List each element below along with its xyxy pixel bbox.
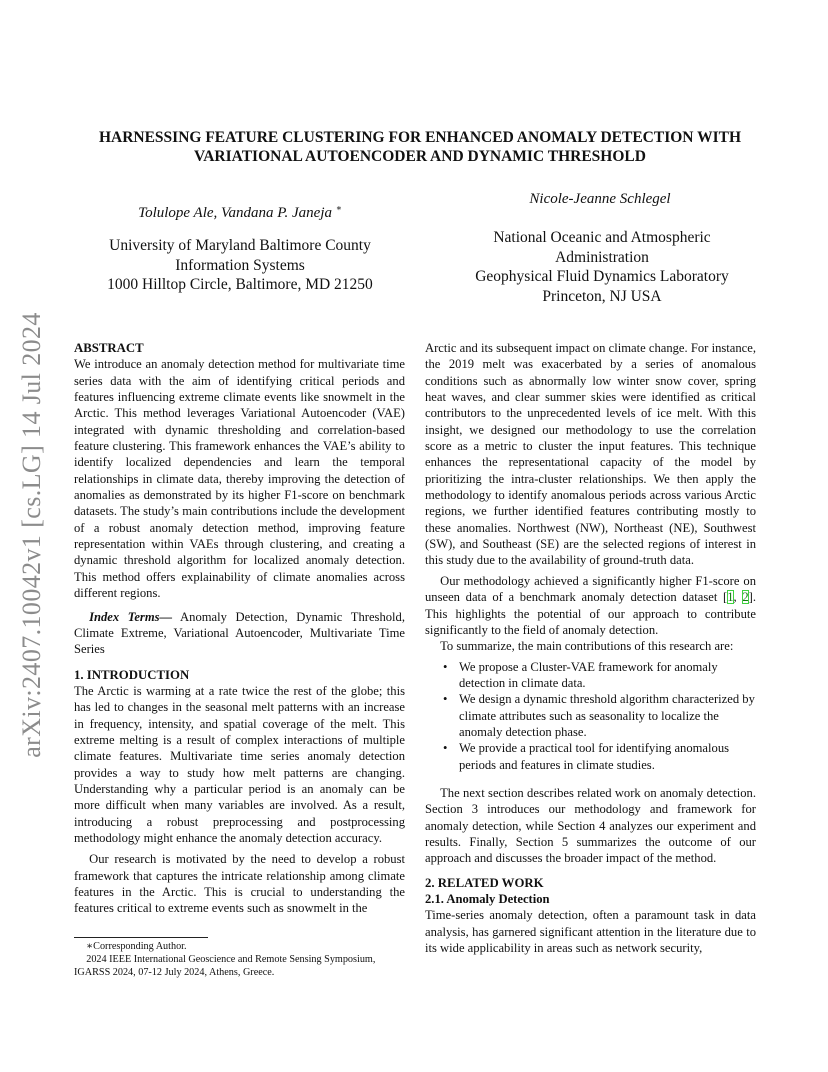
list-item: • We provide a practical tool for identifying anomalous periods and features in climate studies. — [443, 741, 730, 772]
intro-paragraph-2: Our research is motivated by the need to develop a robust framework that captures the intricate relationship among climate features in the Arctic. This is crucial to understanding the features critical to extreme events such as snowmelt in the — [74, 852, 405, 916]
right-paragraph-5: Time-series anomaly detection, often a paramount task in data analysis, has garnered significant attention in the literature due to its wide applicability in areas such as network security, — [425, 908, 756, 956]
footnote-rule — [74, 937, 208, 938]
authors-left: Tolulope Ale, Vandana P. Janeja ∗ — [138, 203, 342, 221]
footnote — [74, 940, 405, 979]
list-item: • We design a dynamic threshold algorithm characterized by climate attributes such as seasonality to localize the anomaly detection phase. — [443, 692, 755, 739]
abstract-heading: ABSTRACT — [74, 341, 144, 355]
arxiv-identifier: arXiv:2407.10042v1 [cs.LG] 14 Jul 2024 — [17, 312, 47, 758]
right-column — [425, 340, 756, 956]
citation-link-2[interactable]: 2 — [742, 590, 749, 605]
contributions-list — [425, 659, 756, 773]
paper-title — [60, 128, 780, 166]
footnote-line-2: 2024 IEEE International Geoscience and Remote Sensing Symposium, IGARSS 2024, 07-12 July 2024, Athens, Greece. — [74, 954, 376, 978]
right-paragraph-4: The next section describes related work on anomaly detection. Section 3 introduces our methodology and framework for anomaly detection, while Section 4 analyzes our experiment and results. Finally, Section 5 summarizes the outcome of our approach and discusses the broader impact of the method. — [425, 785, 756, 866]
title-line-1: HARNESSING FEATURE CLUSTERING FOR ENHANCED ANOMALY DETECTION WITH — [98, 129, 742, 146]
bullet-icon: • — [443, 692, 448, 707]
bullet-icon: • — [443, 659, 448, 674]
index-terms-label: Index Terms— — [89, 609, 173, 624]
index-terms — [74, 609, 405, 658]
list-item: • We propose a Cluster-VAE framework for anomaly detection in climate data. — [443, 659, 718, 690]
intro-paragraph-1: The Arctic is warming at a rate twice the rest of the globe; this has led to changes in the seasonal melt patterns with an increase in frequency, intensity, and spatial coverage of the melt. This extreme melting is a result of complex interactions of multiple climate features. Multivariate time series anomaly detection provides a way to study how melt patterns are changing. Understanding why a particular period is an anomaly can be more difficult when many variables are involved. As a result, introducing a robust preprocessing and postprocessing methodology might enhance the anomaly detection accuracy. — [74, 683, 405, 845]
intro-heading: 1. INTRODUCTION — [74, 667, 190, 682]
bullet-icon: • — [443, 741, 448, 756]
index-terms-text: Anomaly Detection, Dynamic Threshold, Climate Extreme, Variational Autoencoder, Multivariate Time Series — [74, 609, 405, 657]
citation-link-1[interactable]: 1 — [727, 590, 734, 605]
affiliation-right: National Oceanic and Atmospheric Administration Geophysical Fluid Dynamics Laboratory Princeton, NJ USA — [475, 229, 729, 305]
related-work-heading: 2. RELATED WORK — [425, 875, 544, 890]
affiliation-left: University of Maryland Baltimore County Information Systems 1000 Hilltop Circle, Baltimore, MD 21250 — [107, 237, 373, 293]
left-column — [74, 340, 405, 917]
corresponding-author-mark: ∗ — [335, 203, 342, 213]
authors-right: Nicole-Jeanne Schlegel — [529, 191, 671, 207]
title-line-2: VARIATIONAL AUTOENCODER AND DYNAMIC THRESHOLD — [194, 148, 646, 165]
right-paragraph-2: Our methodology achieved a significantly higher F1-score on unseen data of a benchmark anomaly detection dataset [1, 2]. This highlights the potential of our approach to contribute significantly to the field of anomaly detection. — [425, 573, 756, 637]
right-paragraph-1: Arctic and its subsequent impact on climate change. For instance, the 2019 melt was exacerbated by a series of anomalous conditions such as abnormally low winter snow cover, spring heat waves, and clear summer skies were identified as critical contributors to the unprecedented levels of ice melt. With this insight, we designed our methodology to use the correlation score as a metric to cluster the input features. This technique enhances the representational capacity of the model by prioritizing the intra-cluster relationships. We then apply the methodology to identify anomalous periods across various Arctic regions, we further identified features contributing mostly to these anomalies. Northwest (NW), Northeast (NE), Southwest (SW), and Southeast (SE) are the selected regions of interest in this study due to the availability of ground-truth data. — [425, 341, 756, 568]
footnote-line-1: ∗Corresponding Author. — [86, 941, 187, 952]
abstract-text: We introduce an anomaly detection method for multivariate time series data with the aim of identifying critical periods and features influencing extreme climate events like snowmelt in the Arctic. This method leverages Variational Autoencoder (VAE) integrated with dynamic thresholding and correlation-based feature clustering. This framework enhances the VAE’s ability to identify localized dependencies and learn the temporal relationships in climate data, thereby improving the detection of anomalies as demonstrated by its higher F1-score on benchmark datasets. The study’s main contributions include the development of a robust anomaly detection method, improving feature representation within VAEs through clustering, and creating a dynamic threshold algorithm for localized anomaly detection. This method offers explainability of climate anomalies across different regions. — [74, 357, 405, 601]
right-paragraph-3: To summarize, the main contributions of this research are: — [440, 639, 734, 654]
anomaly-detection-subheading: 2.1. Anomaly Detection — [425, 892, 550, 906]
